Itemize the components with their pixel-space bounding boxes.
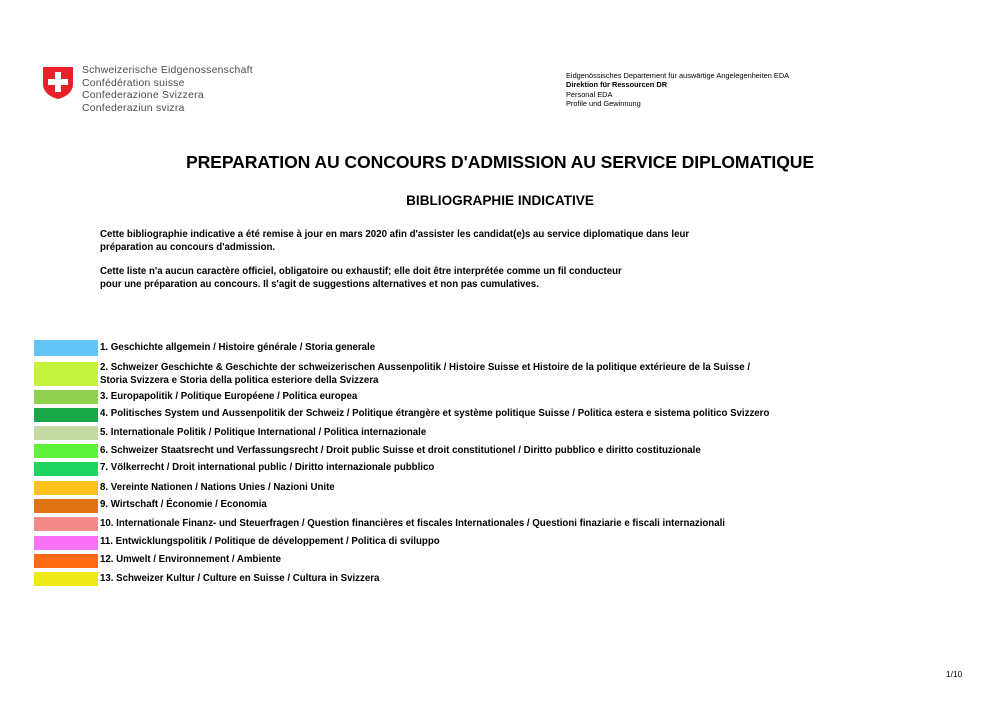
category-label: [100, 481, 335, 494]
category-label: [100, 572, 379, 585]
intro-line: Cette liste n'a aucun caractère officiel, obligatoire ou exhaustif; elle doit être interprétée comme un fil conducteur: [100, 266, 622, 277]
category-color-swatch: [34, 426, 98, 440]
category-label: [100, 407, 769, 420]
category-label-line: 9. Wirtschaft / Économie / Economia: [100, 499, 267, 510]
category-label: [100, 517, 725, 530]
category-color-swatch: [34, 340, 98, 356]
intro-line: Cette bibliographie indicative a été remise à jour en mars 2020 afin d'assister les candidat(e)s au service diplomatique dans leur: [100, 229, 690, 240]
directorate-name: Direktion für Ressourcen DR: [566, 80, 668, 90]
swiss-shield-icon: [42, 66, 74, 100]
category-label-line: 2. Schweizer Geschichte & Geschichte der schweizerischen Aussenpolitik / Histoire Suisse et Histoire de la politique extérieure de la Suisse /: [100, 362, 751, 373]
federation-name-de: Schweizerische Eidgenossenschaft: [82, 65, 253, 76]
category-label-line: 5. Internationale Politik / Politique International / Politica internazionale: [100, 427, 427, 438]
category-color-swatch: [34, 462, 98, 476]
category-label-line: 12. Umwelt / Environnement / Ambiente: [100, 554, 282, 565]
category-label-line: 11. Entwicklungspolitik / Politique de développement / Politica di sviluppo: [100, 536, 440, 547]
intro-line: préparation au concours d'admission.: [100, 242, 276, 253]
category-color-swatch: [34, 408, 98, 422]
category-label-line: 6. Schweizer Staatsrecht und Verfassungsrecht / Droit public Suisse et droit constitutionel / Diritto pubblico e diritto costituzionale: [100, 445, 701, 456]
page-subtitle: BIBLIOGRAPHIE INDICATIVE: [406, 193, 594, 208]
category-label: [100, 390, 357, 403]
category-label-line: 4. Politisches System und Aussenpolitik der Schweiz / Politique étrangère et système politique Suisse / Politica estera e sistema politico Svizzero: [100, 408, 770, 419]
category-color-swatch: [34, 536, 98, 550]
unit-name: Personal EDA: [566, 89, 613, 99]
category-label: [100, 461, 434, 474]
category-color-swatch: [34, 517, 98, 531]
intro-line: pour une préparation au concours. Il s'agit de suggestions alternatives et non pas cumulatives.: [100, 279, 539, 290]
section-name: Profile und Gewinnung: [566, 99, 641, 109]
category-color-swatch: [34, 499, 98, 513]
category-color-swatch: [34, 572, 98, 586]
intro-paragraph-1: [100, 228, 689, 254]
category-label: [100, 361, 750, 387]
category-label-line: Storia Svizzera e Storia della politica esteriore della Svizzera: [100, 375, 379, 387]
page-number: 1/10: [946, 669, 963, 679]
category-label: [100, 341, 375, 354]
federation-name-it: Confederazione Svizzera: [82, 90, 204, 102]
category-label: [100, 535, 440, 548]
category-label: [100, 498, 267, 511]
federation-name-rm: Confederaziun svizra: [82, 102, 185, 114]
category-color-swatch: [34, 554, 98, 568]
category-label-line: 8. Vereinte Nationen / Nations Unies / Nazioni Unite: [100, 482, 335, 493]
category-label: [100, 426, 426, 439]
category-color-swatch: [34, 362, 98, 386]
category-color-swatch: [34, 390, 98, 404]
department-name: Eidgenössisches Departement für auswärtige Angelegenheiten EDA: [566, 71, 790, 80]
intro-paragraph-2: [100, 265, 622, 291]
category-label: [100, 444, 701, 457]
category-label-line: 13. Schweizer Kultur / Culture en Suisse / Cultura in Svizzera: [100, 573, 380, 584]
page-title: PREPARATION AU CONCOURS D'ADMISSION AU SERVICE DIPLOMATIQUE: [185, 152, 815, 172]
category-label: [100, 553, 281, 566]
category-label-line: 1. Geschichte allgemein / Histoire générale / Storia generale: [100, 342, 376, 353]
category-label-line: 7. Völkerrecht / Droit international public / Diritto internazionale pubblico: [100, 462, 435, 473]
category-label-line: 3. Europapolitik / Politique Européene / Politica europea: [100, 391, 358, 402]
federal-logo: [42, 66, 253, 115]
federation-name-fr: Confédération suisse: [82, 77, 185, 89]
department-block: [566, 71, 789, 109]
category-label-line: 10. Internationale Finanz- und Steuerfragen / Question financières et fiscales Internationales / Questioni finaziarie e fiscali internazionali: [100, 518, 725, 529]
category-color-swatch: [34, 481, 98, 495]
federation-names: [82, 65, 253, 115]
category-color-swatch: [34, 444, 98, 458]
